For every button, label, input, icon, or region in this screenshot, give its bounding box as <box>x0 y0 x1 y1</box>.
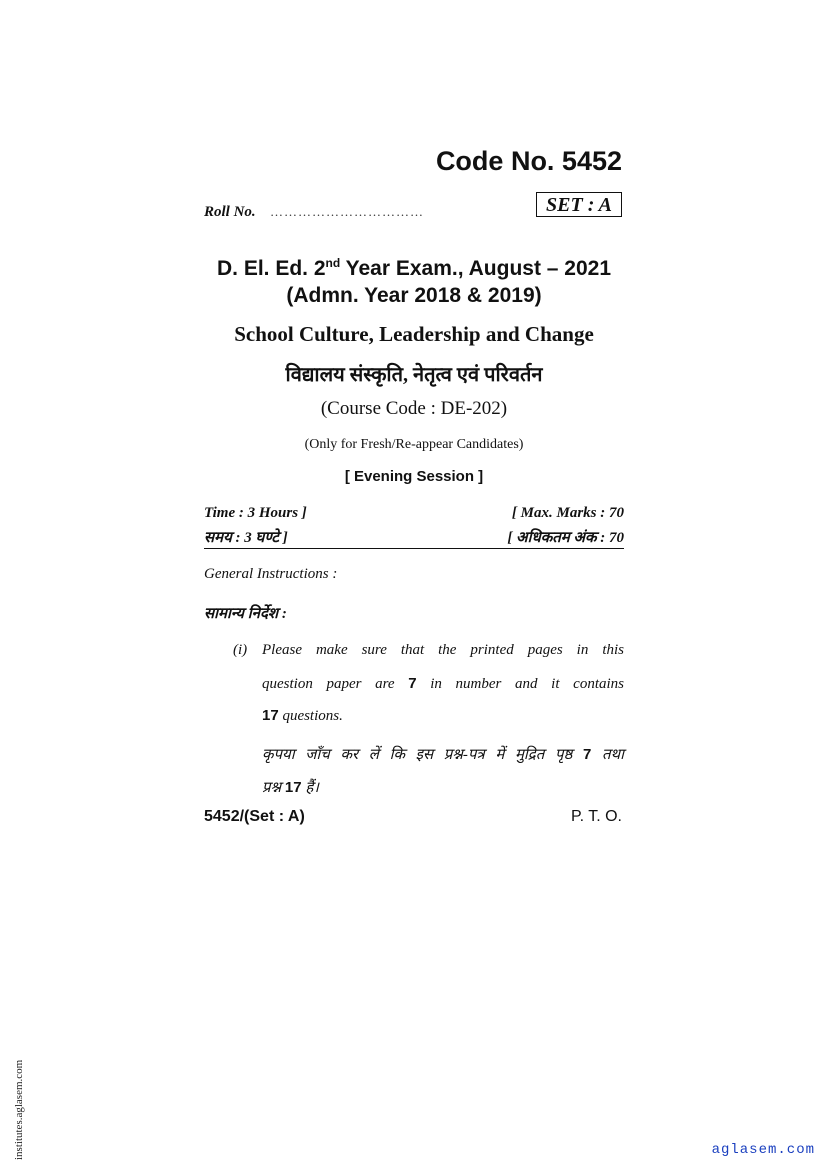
instruction-text-hindi: प्रश्न <box>262 780 282 796</box>
course-code: (Course Code : DE-202) <box>320 398 508 419</box>
instruction-text: question paper are <box>262 676 395 692</box>
watermark-link[interactable]: aglasem.com <box>711 1142 815 1158</box>
subject-hindi: विद्यालय संस्कृति, नेतृत्व एवं परिवर्तन <box>285 364 543 386</box>
instruction-line: Please make sure that the printed pages in this <box>262 642 624 658</box>
footer-code-set: 5452/(Set : A) <box>204 808 305 825</box>
instruction-text-hindi: तथा <box>601 747 625 763</box>
instruction-line-hindi <box>262 777 624 797</box>
instruction-number: (i) <box>233 642 248 658</box>
exam-title-sup: nd <box>325 256 341 270</box>
instruction-text: questions. <box>282 708 343 724</box>
session-label: [ Evening Session ] <box>344 468 484 485</box>
question-count: 17 <box>262 707 279 724</box>
time-marks-row <box>204 505 624 522</box>
roll-number-blank: …………………………… <box>270 204 424 219</box>
code-number: Code No. 5452 <box>435 146 622 176</box>
subject-english: School Culture, Leadership and Change <box>234 322 594 346</box>
max-marks: [ Max. Marks : 70 <box>511 505 624 521</box>
max-marks-hindi: [ अधिकतम अंक : 70 <box>507 530 624 546</box>
time-allowed-hindi: समय : 3 घण्टे ] <box>204 530 288 546</box>
side-url-text: institutes.aglasem.com <box>13 1059 25 1160</box>
divider-rule <box>204 548 624 549</box>
admission-year: (Admn. Year 2018 & 2019) <box>286 284 542 307</box>
instruction-text-hindi: कृपया जाँच कर लें कि इस प्रश्न-पत्र में मुद्रित पृष्ठ <box>262 747 573 763</box>
time-marks-row-hindi <box>204 527 624 547</box>
roll-number-label: Roll No. <box>204 204 256 220</box>
general-instructions-heading-hindi: सामान्य निर्देश : <box>204 606 287 622</box>
instruction-line <box>262 675 624 693</box>
exam-title-post: Year Exam., August – 2021 <box>340 257 612 280</box>
instruction-line <box>262 707 624 725</box>
exam-title <box>204 256 624 281</box>
time-allowed: Time : 3 Hours ] <box>204 505 307 521</box>
instruction-text-hindi: हैं। <box>305 780 319 796</box>
general-instructions-heading: General Instructions : <box>204 566 338 582</box>
candidates-note: (Only for Fresh/Re-appear Candidates) <box>304 437 524 452</box>
exam-title-pre: D. El. Ed. 2 <box>216 257 326 280</box>
instruction-text: in number and it contains <box>430 676 625 692</box>
please-turn-over: P. T. O. <box>571 808 622 825</box>
question-count: 17 <box>284 779 302 796</box>
page-count: 7 <box>408 675 417 692</box>
set-badge: SET : A <box>536 192 622 217</box>
instruction-line-hindi <box>262 744 624 764</box>
page-count: 7 <box>582 746 592 763</box>
